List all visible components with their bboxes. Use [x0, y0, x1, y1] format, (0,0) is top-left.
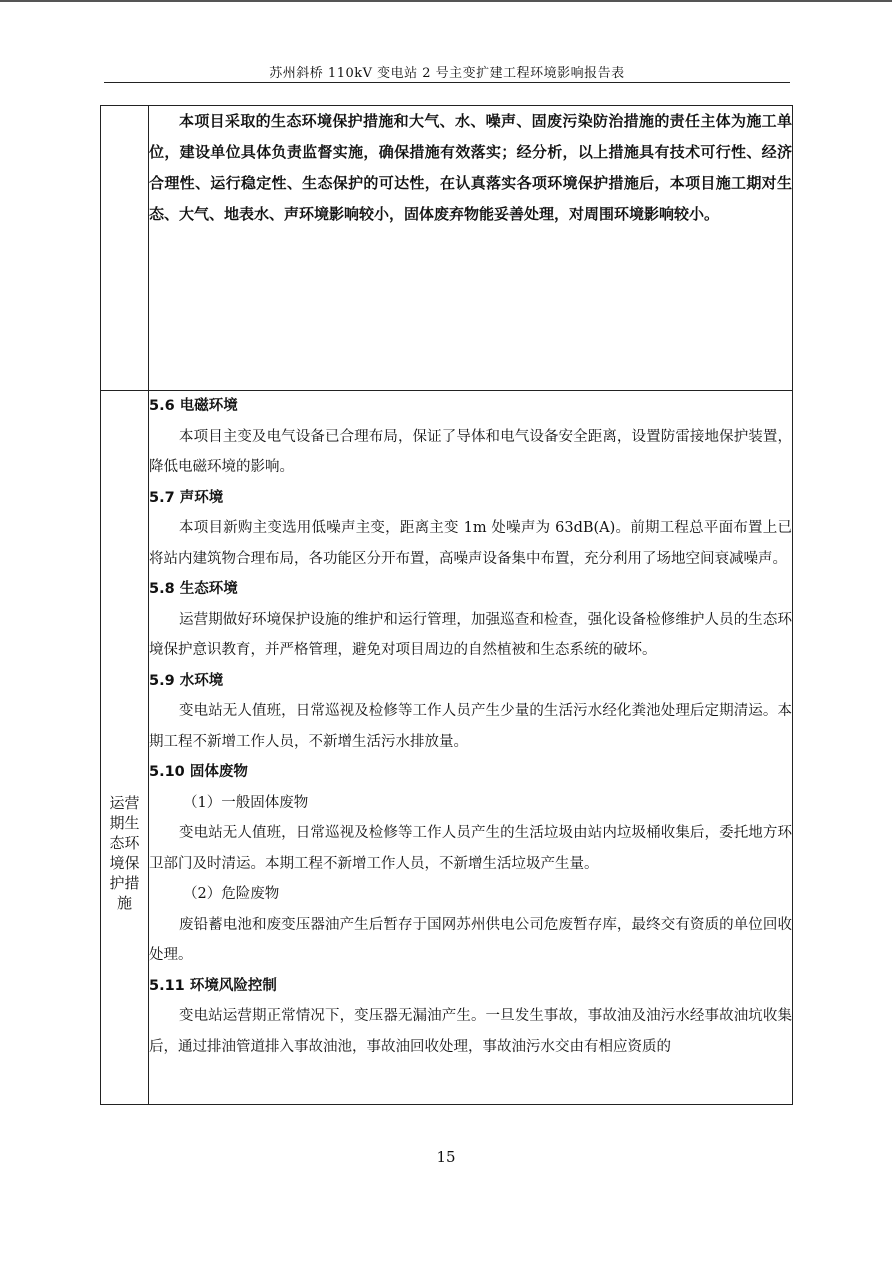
section-text-water: 变电站无人值班，日常巡视及检修等工作人员产生少量的生活污水经化粪池处理后定期清运。本期工程不新增工作人员，不新增生活污水排放量。 [149, 703, 792, 750]
table-row-construction-summary [101, 106, 793, 391]
section-title-electromagnetic: 5.6 电磁环境 [149, 398, 238, 414]
section-title-ecology: 5.8 生态环境 [149, 581, 238, 597]
side-label-line: 态环 [109, 833, 140, 852]
section-title-water: 5.9 水环境 [149, 672, 224, 689]
side-label [101, 793, 148, 913]
content-cell-summary [149, 106, 793, 391]
summary-paragraph: 本项目采取的生态环境保护措施和大气、水、噪声、固废污染防治措施的责任主体为施工单位，建设单位具体负责监督实施，确保措施有效落实；经分析，以上措施具有技术可行性、经济合理性、运行稳定性、生态保护的可达性，在认真落实各项环境保护措施后，本项目施工期对生态、大气、地表水、声环境影响较小，固体废弃物能妥善处理，对周围环境影响较小。 [149, 112, 792, 223]
header-rule [104, 82, 790, 83]
row-label-operation-measures [101, 391, 149, 1105]
side-label-line: 期生 [109, 813, 140, 832]
content-cell-measures [149, 391, 793, 1105]
table-row-operation-measures [101, 391, 793, 1105]
row-label-cell-empty [101, 106, 149, 391]
section-text-hazardous-waste: 废铅蓄电池和废变压器油产生后暂存于国网苏州供电公司危废暂存库，最终交有资质的单位回收处理。 [149, 916, 792, 963]
section-title-risk-control: 5.11 环境风险控制 [149, 977, 277, 994]
section-text-risk-control: 变电站运营期正常情况下，变压器无漏油产生。一旦发生事故，事故油及油污水经事故油坑收集后，通过排油管道排入事故油池，事故油回收处理，事故油污水交由有相应资质的 [149, 1008, 792, 1055]
section-text-general-waste: 变电站无人值班，日常巡视及检修等工作人员产生的生活垃圾由站内垃圾桶收集后，委托地方环卫部门及时清运。本期工程不新增工作人员，不新增生活垃圾产生量。 [149, 825, 792, 872]
report-table [100, 105, 793, 1105]
side-label-line: 施 [116, 893, 132, 912]
section-text-electromagnetic: 本项目主变及电气设备已合理布局，保证了导体和电气设备安全距离，设置防雷接地保护装置，降低电磁环境的影响。 [149, 428, 792, 475]
section-title-solid-waste: 5.10 固体废物 [149, 764, 248, 780]
subsection-hazardous-waste: （2）危险废物 [183, 886, 280, 902]
section-title-acoustic: 5.7 声环境 [149, 489, 224, 506]
side-label-line: 护措 [109, 873, 140, 892]
page-top-border [0, 0, 892, 2]
side-label-line: 境保 [109, 853, 140, 872]
page-header-title: 苏州斜桥 110kV 变电站 2 号主变扩建工程环境影响报告表 [269, 66, 625, 81]
section-text-acoustic: 本项目新购主变选用低噪声主变，距离主变 1m 处噪声为 63dB(A)。前期工程总平面布置上已将站内建筑物合理布局，各功能区分开布置，高噪声设备集中布置，充分利用了场地空间衰减噪声。 [149, 520, 792, 567]
page-number: 15 [436, 1148, 456, 1166]
section-text-ecology: 运营期做好环境保护设施的维护和运行管理，加强巡查和检查，强化设备检修维护人员的生态环境保护意识教育，并严格管理，避免对项目周边的自然植被和生态系统的破坏。 [149, 611, 792, 658]
side-label-line: 运营 [109, 793, 140, 812]
subsection-general-waste: （1）一般固体废物 [183, 794, 309, 811]
